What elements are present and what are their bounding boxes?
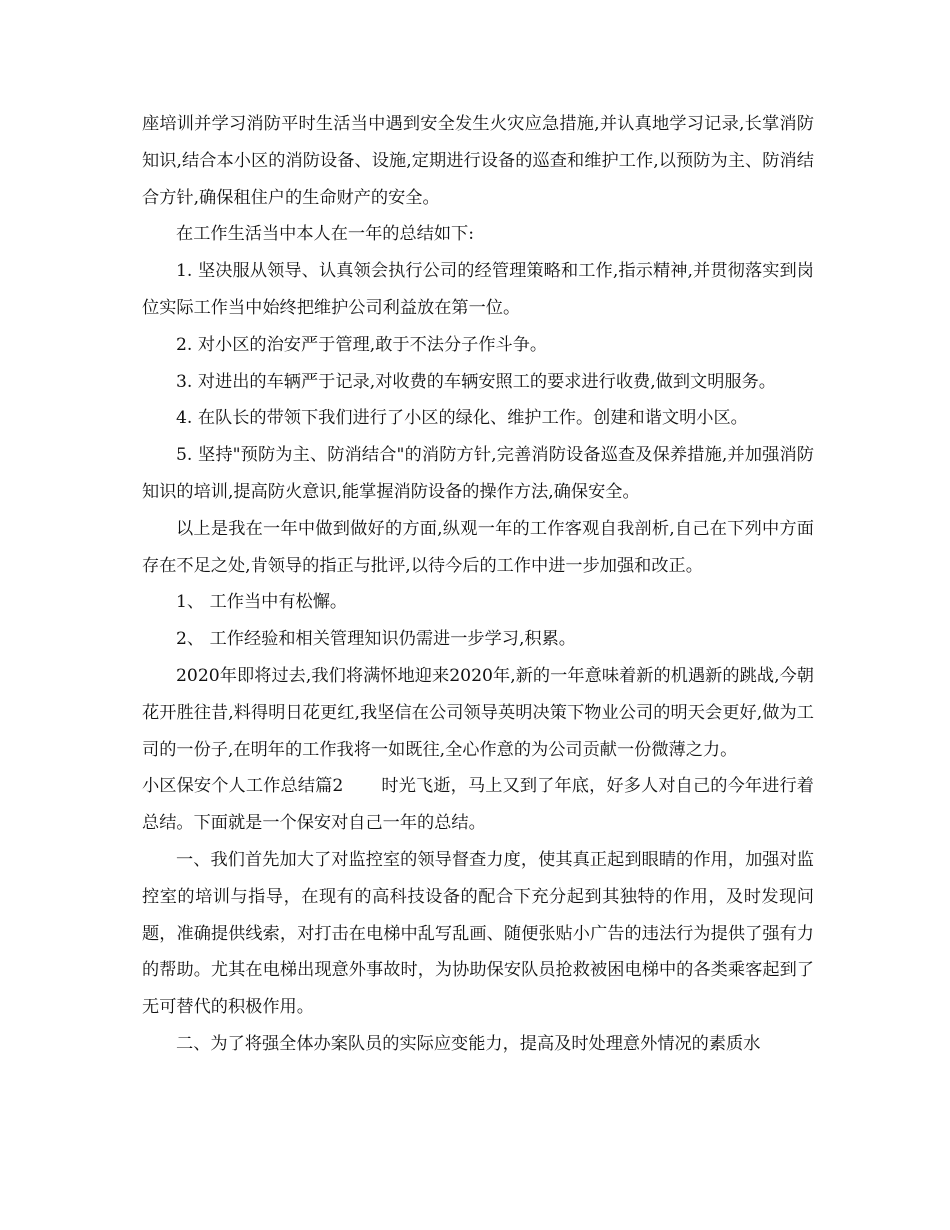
paragraph-fire-safety: 座培训并学习消防平时生活当中遇到安全发生火灾应急措施,并认真地学习记录,长掌消防知识,结合本小区的消防设备、设施,定期进行设备的巡查和维护工作,以预防为主、防消结合方针,确保租住户的生命财产的安全。 bbox=[142, 114, 814, 208]
list-item-3: 3. 对进出的车辆严于记录,对收费的车辆安照工的要求进行收费,做到文明服务。 bbox=[176, 371, 776, 392]
paragraph-summary-intro: 在工作生活当中本人在一年的总结如下: bbox=[176, 224, 474, 245]
list-item-2: 2. 对小区的治安严于管理,敢于不法分子作斗争。 bbox=[176, 334, 548, 355]
list-item-4: 4. 在队长的带领下我们进行了小区的绿化、维护工作。创建和谐文明小区。 bbox=[176, 408, 748, 429]
section-intro: 时光飞逝，马上又到了年底，好多人对自己的今年进行着总结。下面就是一个保安对自己一年的总结。 bbox=[142, 776, 814, 834]
paragraph-training: 二、为了将强全体办案队员的实际应变能力，提高及时处理意外情况的素质水 bbox=[176, 1033, 761, 1054]
paragraph-closing: 2020年即将过去,我们将满怀地迎来2020年,新的一年意味着新的机遇新的跳战,今朝花开胜往昔,料得明日花更红,我坚信在公司领导英明决策下物业公司的明天会更好,做为工司的一份子,在明年的工作我将一如既往,全心作意的为公司贡献一份微薄之力。 bbox=[142, 665, 814, 760]
section-title: 小区保安个人工作总结篇2 bbox=[142, 776, 344, 797]
document-body bbox=[142, 106, 814, 1063]
list-item-1: 1. 坚决服从领导、认真领会执行公司的经管理策略和工作,指示精神,并贯彻落实到岗位实际工作当中始终把维护公司利益放在第一位。 bbox=[142, 261, 814, 318]
list-item-5: 5. 坚持"预防为主、防消结合"的消防方针,完善消防设备巡查及保养措施,并加强消防知识的培训,提高防火意识,能掌握消防设备的操作方法,确保安全。 bbox=[142, 445, 814, 502]
section-title-line bbox=[142, 768, 814, 842]
paragraph-monitoring: 一、我们首先加大了对监控室的领导督查力度，使其真正起到眼睛的作用，加强对监控室的培训与指导，在现有的高科技设备的配合下充分起到其独特的作用，及时发现问题，准确提供线索，对打击在电梯中乱写乱画、随便张贴小广告的违法行为提供了强有力的帮助。尤其在电梯出现意外事故时，为协助保安队员抢救被困电梯中的各类乘客起到了无可替代的积极作用。 bbox=[142, 849, 814, 1018]
paragraph-self-assessment: 以上是我在一年中做到做好的方面,纵观一年的工作客观自我剖析,自己在下列中方面存在不足之处,肯领导的指正与批评,以待今后的工作中进一步加强和改正。 bbox=[142, 518, 814, 576]
shortcoming-item-1: 1、 工作当中有松懈。 bbox=[176, 592, 348, 613]
shortcoming-item-2: 2、 工作经验和相关管理知识仍需进一步学习,积累。 bbox=[176, 629, 576, 650]
